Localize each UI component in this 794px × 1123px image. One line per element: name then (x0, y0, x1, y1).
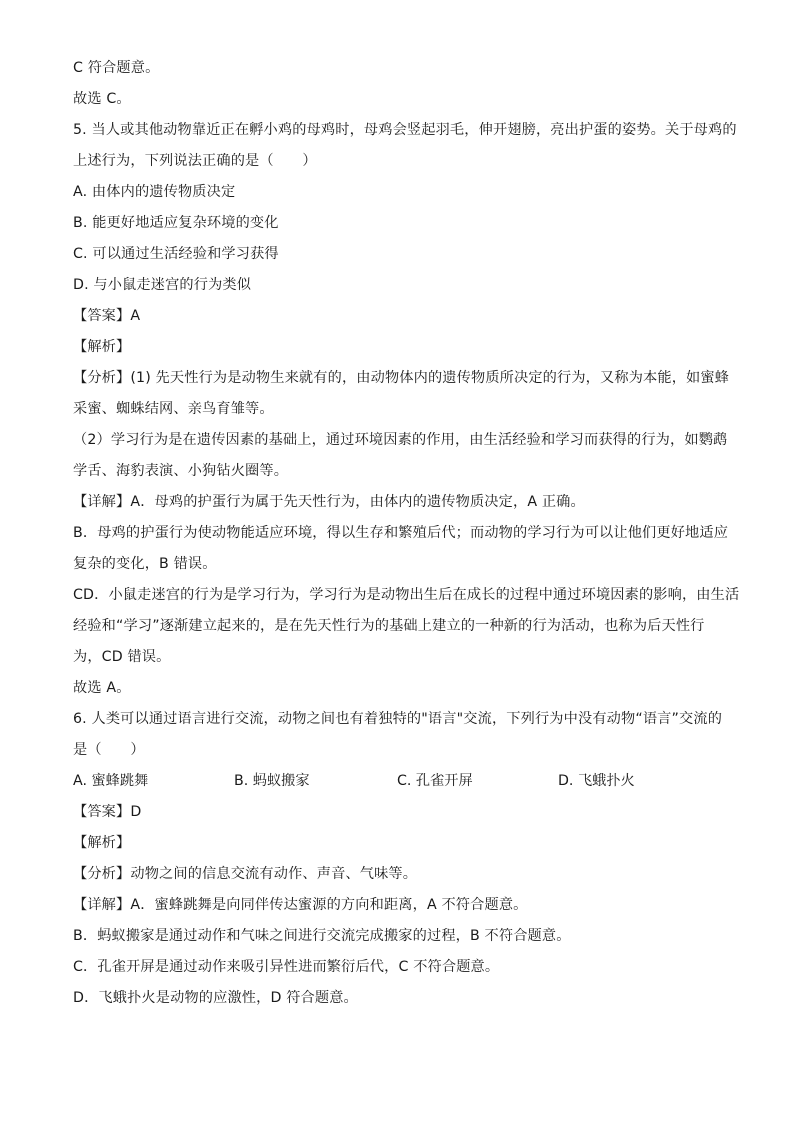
option-b: B. 能更好地适应复杂环境的变化 (73, 215, 279, 231)
analysis-label: 【解析】 (73, 339, 131, 355)
answer-label: 【答案】A (73, 308, 141, 324)
detail-text: 【详解】A．母鸡的护蛋行为属于先天性行为，由体内的遗传物质决定，A 正确。 (73, 494, 585, 510)
option-a: A. 蜜蜂跳舞 (73, 773, 149, 789)
option-c: C. 孔雀开屏 (397, 773, 473, 789)
detail-text: B．母鸡的护蛋行为使动物能适应环境，得以生存和繁殖后代；而动物的学习行为可以让他们更好地适应 (73, 525, 729, 541)
conclusion-text: 故选 A。 (73, 680, 131, 696)
detail-text: CD．小鼠走迷宫的行为是学习行为，学习行为是动物出生后在成长的过程中通过环境因素的影响，由生活 (73, 587, 740, 603)
analysis-text: 【分析】(1) 先天性行为是动物生来就有的，由动物体内的遗传物质所决定的行为，又称为本能，如蜜蜂 (73, 370, 730, 386)
option-b: B. 蚂蚁搬家 (234, 773, 310, 789)
document-page (73, 58, 740, 1008)
question-5-stem: 上述行为，下列说法正确的是（ ） (73, 153, 317, 169)
detail-text: 【详解】A．蜜蜂跳舞是向同伴传达蜜源的方向和距离，A 不符合题意。 (73, 897, 528, 913)
detail-text: 为，CD 错误。 (73, 649, 171, 665)
answer-label: 【答案】D (73, 804, 142, 820)
analysis-text: （2）学习行为是在遗传因素的基础上，通过环境因素的作用，由生活经验和学习而获得的行为，如鹦鹉 (73, 432, 728, 448)
option-a: A. 由体内的遗传物质决定 (73, 184, 236, 200)
detail-text: D．飞蛾扑火是动物的应激性，D 符合题意。 (73, 990, 358, 1006)
analysis-text: 学舌、海豹表演、小狗钻火圈等。 (73, 463, 289, 479)
detail-text: 经验和“学习”逐渐建立起来的，是在先天性行为的基础上建立的一种新的行为活动，也称为后天性行 (73, 618, 705, 634)
options-row (73, 771, 723, 791)
analysis-label: 【解析】 (73, 835, 131, 851)
question-6-stem: 6. 人类可以通过语言进行交流，动物之间也有着独特的"语言"交流，下列行为中没有动物“语言”交流的 (73, 711, 723, 727)
question-6-stem: 是（ ） (73, 742, 145, 758)
option-d: D. 与小鼠走迷宫的行为类似 (73, 277, 252, 293)
text-line: C 符合题意。 (73, 60, 160, 76)
question-5-stem: 5. 当人或其他动物靠近正在孵小鸡的母鸡时，母鸡会竖起羽毛，伸开翅膀，亮出护蛋的姿势。关于母鸡的 (73, 122, 737, 138)
analysis-text: 采蜜、蜘蛛结网、亲鸟育雏等。 (73, 401, 274, 417)
option-d: D. 飞蛾扑火 (558, 773, 635, 789)
option-c: C. 可以通过生活经验和学习获得 (73, 246, 279, 262)
text-line: 故选 C。 (73, 91, 131, 107)
analysis-text: 【分析】动物之间的信息交流有动作、声音、气味等。 (73, 866, 418, 882)
detail-text: 复杂的变化，B 错误。 (73, 556, 217, 572)
detail-text: C．孔雀开屏是通过动作来吸引异性进而繁衍后代，C 不符合题意。 (73, 959, 500, 975)
detail-text: B．蚂蚁搬家是通过动作和气味之间进行交流完成搬家的过程，B 不符合题意。 (73, 928, 571, 944)
